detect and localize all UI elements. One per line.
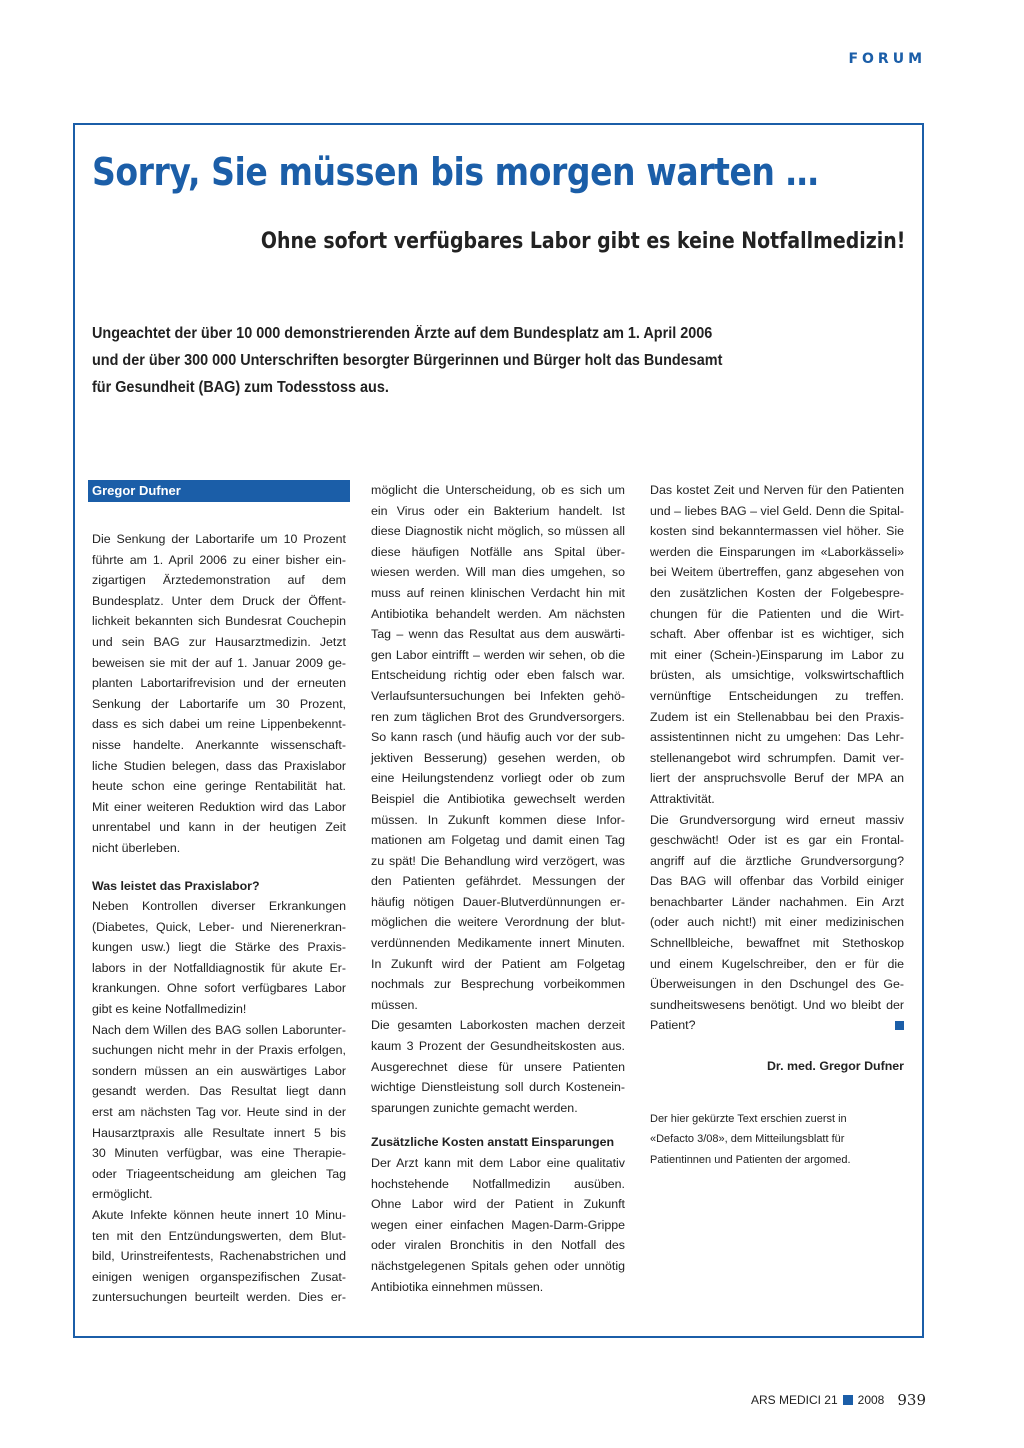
col3-paragraph-2 xyxy=(650,810,904,1037)
text-line: sparungen zunichte gemacht werden. xyxy=(371,1100,578,1115)
text-line: Patientinnen und Patienten der argomed. xyxy=(650,1153,851,1166)
page-footer xyxy=(751,1391,926,1409)
col2-paragraph-1 xyxy=(371,480,625,1015)
text-line: stellenangebot wird schrumpfen. Damit ver- xyxy=(650,750,904,765)
text-line: ten mit den Entzündungswerten, dem Blut- xyxy=(92,1228,346,1243)
text-line: kaum 3 Prozent der Gesundheitskosten aus. xyxy=(371,1039,625,1054)
text-line: oder viralen Bronchitis in den Notfall des xyxy=(371,1238,625,1253)
text-line: erst am nächsten Tag vor. Heute sind in der xyxy=(92,1105,346,1120)
page-number: 939 xyxy=(897,1391,926,1409)
text-line: bild, Urinstreifentests, Rachenabstrichen und xyxy=(92,1249,346,1264)
col1-paragraph-1 xyxy=(92,529,346,859)
text-line: gibt es keine Notfallmedizin! xyxy=(92,1002,247,1017)
text-line: Senkung der Labortarife um 30 Prozent, xyxy=(92,696,346,711)
text-line: Entscheidung richtig oder eben falsch war. xyxy=(371,668,625,683)
text-line: unrentabel und kann in der heutigen Zeit xyxy=(92,820,346,835)
text-line: mit einer (Schein-)Einsparung im Labor zu xyxy=(650,647,904,662)
text-line: liche Studien belegen, dass das Praxislabor xyxy=(92,758,346,773)
text-line: müssen. In Zukunft kommen diese Infor- xyxy=(371,812,625,827)
text-line: Nach dem Willen des BAG sollen Laborunter- xyxy=(92,1022,346,1037)
text-line: planten Labortarifrevision und der erneuten xyxy=(92,676,346,691)
text-line: Die Senkung der Labortarife um 10 Prozent xyxy=(92,532,346,546)
text-line: Beispiel die Antibiotika gewechselt werden xyxy=(371,791,625,806)
text-line: Das kostet Zeit und Nerven für den Patienten xyxy=(650,483,904,497)
text-line: kungen usw.) liegt die Stärke des Praxis- xyxy=(92,940,346,955)
text-line: nochmals zur Besprechung vorbeikommen xyxy=(371,977,625,992)
col3-paragraph-1 xyxy=(650,480,904,810)
text-line: angriff auf die ärztliche Grundversorgung? xyxy=(650,853,904,868)
text-line: und einem Kugelschreiber, den er für die xyxy=(650,956,904,971)
col1-paragraph-3 xyxy=(92,1020,346,1205)
lead-line: und der über 300 000 Unterschriften besorgter Bürgerinnen und Bürger holt das Bundesamt xyxy=(92,352,723,369)
text-line: liert der anspruchsvolle Beruf der MPA an xyxy=(650,771,904,786)
text-line: krankungen. Ohne sofort verfügbares Labor xyxy=(92,981,346,996)
text-line: chungen für die Patienten und die Wirt- xyxy=(650,606,904,621)
article-signature: Dr. med. Gregor Dufner xyxy=(766,1059,904,1074)
text-line: (Diabetes, Quick, Leber- und Nierenerkran- xyxy=(92,919,346,934)
text-line: ermöglicht. xyxy=(92,1187,153,1202)
text-line: 30 Minuten verfügbar, was eine Therapie- xyxy=(92,1146,346,1161)
col2-paragraph-3 xyxy=(371,1153,625,1297)
column-1 xyxy=(92,480,346,1308)
text-line: Attraktivität. xyxy=(650,791,715,806)
text-line: und sein BAG zur Hausarztmedizin. Jetzt xyxy=(92,634,346,649)
text-line: Zudem ist ein Stellenabbau bei den Praxis- xyxy=(650,709,904,724)
text-line: Die Grundversorgung wird erneut massiv xyxy=(650,812,904,827)
separator-square-icon xyxy=(843,1395,853,1405)
text-line: beweisen sie mit der auf 1. Januar 2009 ge- xyxy=(92,655,346,670)
text-line: und – liebes BAG – viel Geld. Denn die Spital- xyxy=(650,503,904,518)
text-line: muss auf reinen klinischen Verdacht hin mit xyxy=(371,585,625,600)
text-line: werden die Einsparungen im «Laborkässeli» xyxy=(650,544,904,559)
text-line: Überweisungen in den Dschungel des Ge- xyxy=(650,977,904,992)
text-line: gen Labor eintrifft – werden wir sehen, ob die xyxy=(371,647,625,662)
lead-line: für Gesundheit (BAG) zum Todesstoss aus. xyxy=(92,379,389,396)
text-line: dass es sich dabei um reine Lippenbekennt- xyxy=(92,717,346,732)
text-line: Patient? xyxy=(650,1018,696,1033)
text-line: kosten sind bekanntermassen viel höher. Sie xyxy=(650,524,904,539)
text-line: Der hier gekürzte Text erschien zuerst in xyxy=(650,1112,847,1125)
col2-heading: Zusätzliche Kosten anstatt Einsparungen xyxy=(371,1135,615,1150)
article-title: Sorry, Sie müssen bis morgen warten … xyxy=(92,150,819,194)
text-line: häufig nötigen Dauer-Blutverdünnungen er- xyxy=(371,894,625,909)
text-line: sundheitswesens benötigt. Und wo bleibt der xyxy=(650,997,904,1012)
text-line: Ausgerechnet diese für unsere Patienten xyxy=(371,1059,625,1074)
text-line: In Zukunft wird der Patient am Folgetag xyxy=(371,956,625,971)
text-line: möglicht die Unterscheidung, ob es sich um xyxy=(371,483,625,497)
text-line: eine Heilungstendenz vorliegt oder ob zum xyxy=(371,771,625,786)
text-line: mationen am Folgetag und damit einen Tag xyxy=(371,833,625,848)
author-bar: Gregor Dufner xyxy=(88,480,350,502)
text-line: diese häufigen Notfälle ans Spital über- xyxy=(371,544,625,559)
text-line: «Defacto 3/08», dem Mitteilungsblatt für xyxy=(650,1133,845,1146)
text-line: bei Weitem übertreffen, ganz abgesehen von xyxy=(650,565,904,580)
text-line: lichkeit bekannten sich Bundesrat Couchepin xyxy=(92,614,346,629)
text-line: sondern müssen an ein auswärtiges Labor xyxy=(92,1063,346,1078)
col1-paragraph-2 xyxy=(92,896,346,1020)
text-line: zuntersuchungen beurteilt werden. Dies er- xyxy=(92,1290,346,1305)
text-line: Bundesplatz. Unter dem Druck der Öffent- xyxy=(92,593,346,608)
text-line: diese Diagnostik nicht möglich, so müssen all xyxy=(371,524,625,539)
text-line: nisse handelte. Anerkannte wissenschaft- xyxy=(92,737,346,752)
text-line: führte am 1. April 2006 zu einer bisher ein- xyxy=(92,552,346,567)
text-line: assistentinnen nicht zu umgehen: Das Lehr- xyxy=(650,730,904,745)
text-line: verdünnenden Medikamente innert Minuten. xyxy=(371,936,625,951)
text-line: müssen. xyxy=(371,997,418,1012)
text-line: den Patienten gefährdet. Messungen der xyxy=(371,874,625,889)
text-line: oder Triageentscheidung am gleichen Tag xyxy=(92,1166,346,1181)
text-line: wichtige Dienstleistung soll durch Kostenein- xyxy=(371,1080,625,1095)
text-line: Mit einer weiteren Reduktion wird das Labor xyxy=(92,799,346,814)
text-line: Neben Kontrollen diverser Erkrankungen xyxy=(92,899,346,914)
text-line: einigen wenigen organspezifischen Zusat- xyxy=(92,1269,346,1284)
column-3 xyxy=(650,480,904,1170)
text-line: benachbarter Länder nachahmen. Ein Arzt xyxy=(650,894,904,909)
column-2 xyxy=(371,480,625,1297)
text-line: Das BAG will offenbar das Vorbild einiger xyxy=(650,874,904,889)
text-line: heute schon eine geringe Rentabilität hat. xyxy=(92,779,346,794)
text-line: nächstgelegenen Spitals gehen oder unnötig xyxy=(371,1258,625,1273)
text-line: So kann rasch (und häufig auch vor der sub- xyxy=(371,730,625,745)
text-line: brüsten, als umsichtige, volkswirtschaftlich xyxy=(650,668,904,683)
lead-paragraph xyxy=(92,320,912,401)
text-line: Hausarztpraxis alle Resultate innert 5 bis xyxy=(92,1125,346,1140)
text-line: Ohne Labor wird der Patient in Zukunft xyxy=(371,1197,625,1212)
text-line: Schnellbleiche, bewaffnet mit Stethoskop xyxy=(650,936,904,951)
section-label: FORUM xyxy=(848,51,926,67)
text-line: Antibiotika behandelt werden. Am nächsten xyxy=(371,606,625,621)
text-line: den zusätzlichen Kosten der Folgebespre- xyxy=(650,585,904,600)
journal-name: ARS MEDICI 21 xyxy=(750,1393,838,1407)
text-line: vernünftige Entscheidungen zu treffen. xyxy=(650,688,904,703)
text-line: Verlaufsuntersuchungen bei Infekten gehö- xyxy=(371,688,625,703)
text-line: gesandt werden. Das Resultat liegt dann xyxy=(92,1084,346,1099)
col2-paragraph-2 xyxy=(371,1015,625,1118)
text-line: wegen einer einfachen Magen-Darm-Grippe xyxy=(371,1217,625,1232)
text-line: zigartigen Ärztedemonstration auf dem xyxy=(92,573,346,588)
journal-year: 2008 xyxy=(857,1393,885,1407)
text-line: (oder auch nicht!) mit einer medizinischen xyxy=(650,915,904,930)
text-line: nicht überleben. xyxy=(92,840,181,855)
end-mark-square-icon xyxy=(895,1021,904,1030)
text-line: suchungen nicht mehr in der Praxis erfolgen, xyxy=(92,1043,346,1058)
text-line: zu spät! Die Behandlung wird verzögert, was xyxy=(371,853,625,868)
text-line: Antibiotika einnehmen müssen. xyxy=(371,1279,544,1294)
text-line: ren zum täglichen Brot des Grundversorgers. xyxy=(371,709,625,724)
text-line: Der Arzt kann mit dem Labor eine qualitativ xyxy=(371,1156,625,1170)
text-line: möglichen die weitere Verordnung der blut- xyxy=(371,915,625,930)
text-line: hochstehende Notfallmedizin ausüben. xyxy=(371,1176,625,1191)
text-line: Die gesamten Laborkosten machen derzeit xyxy=(371,1018,625,1033)
text-line: jektiven Besserung) gesehen werden, ob xyxy=(371,750,625,765)
text-line: ein Virus oder ein Bakterium handelt. Ist xyxy=(371,503,625,518)
text-line: Tag – wenn das Resultat aus dem auswärti- xyxy=(371,627,625,642)
text-line: geschwächt! Oder ist es gar ein Frontal- xyxy=(650,833,904,848)
text-line: labors in der Notfalldiagnostik für akute Er- xyxy=(92,960,346,975)
source-note xyxy=(650,1109,904,1171)
article-subtitle: Ohne sofort verfügbares Labor gibt es keine Notfallmedizin! xyxy=(260,229,905,254)
lead-line: Ungeachtet der über 10 000 demonstrierenden Ärzte auf dem Bundesplatz am 1. April 2006 xyxy=(92,325,713,342)
col1-heading: Was leistet das Praxislabor? xyxy=(92,878,260,893)
text-line: schaft. Aber offenbar ist es wichtiger, sich xyxy=(650,627,904,642)
text-line: wiesen werden. Will man dies umgehen, so xyxy=(371,565,625,580)
text-line: Akute Infekte können heute innert 10 Minu- xyxy=(92,1208,346,1222)
col1-paragraph-4 xyxy=(92,1205,346,1308)
